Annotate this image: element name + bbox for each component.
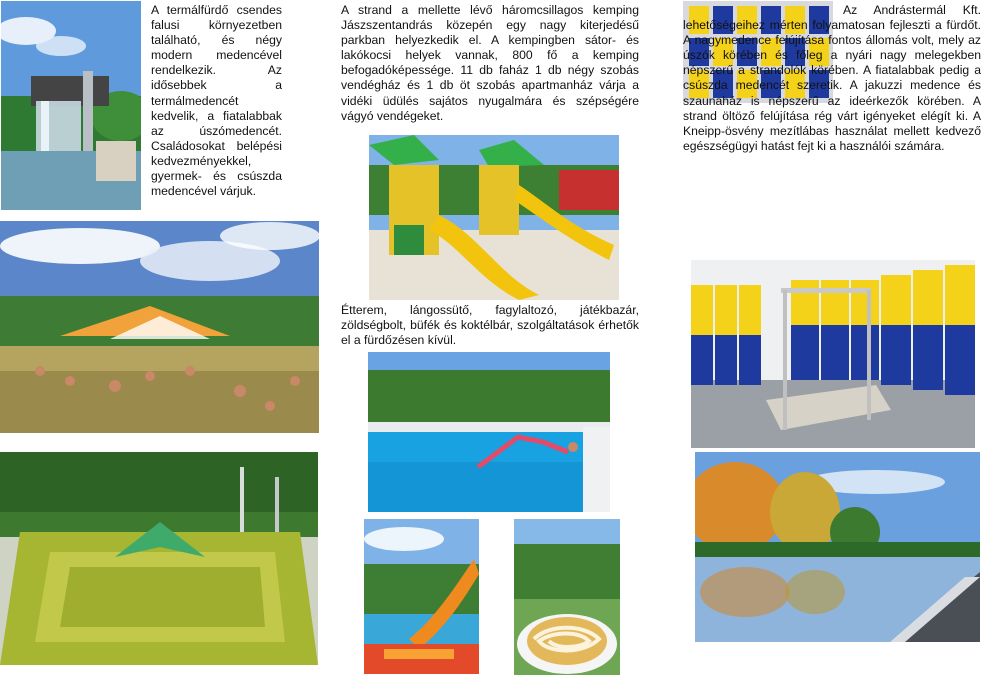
services-paragraph: Étterem, lángossütő, fagylaltozó, játékbazár, zöldségbolt, büfék és koktélbár, szolgáltatások érhetők el a fürdőzésen kívül.	[341, 303, 639, 348]
autumn-pool-photo	[695, 452, 980, 642]
playground-photo	[369, 135, 619, 300]
swimming-pool-photo	[368, 352, 610, 512]
kneipp-pool-photo	[0, 452, 318, 665]
langos-photo	[514, 519, 620, 675]
thermal-pool-photo	[0, 221, 319, 433]
changing-room-photo	[691, 260, 975, 448]
intro-paragraph: A termálfürdő csendes falusi környezetben található, és négy modern medencével rendelkezik. Az idősebbek a termálmedencét kedvelik, a fiatalabbak az úszómedencét. Családosokat belépési kedvezményekkel, gyermek- és csúszda medencével várjuk.	[151, 3, 282, 199]
development-paragraph: Az Andrástermál Kft. lehetőségeihez mérten folyamatosan fejleszti a fürdőt. A nagymedence felújítása fontos állomás volt, mely az úszók körében és főleg a nyári nagy melegekben népszerű a strandolók körében. A fiatalabbak pedig a csúszda medencét szeretik. A jakuzzi medence és szaunaház is népszerű az ideérkezők körében. A strand öltöző felújítása rég várt igényeket elégít ki. A Kneipp-ösvény mezítlábas használat mellett kedvező egészségügyi hatást fejt ki a használói számára.	[683, 3, 981, 153]
fountain-photo	[1, 1, 141, 210]
water-slide-photo	[364, 519, 479, 674]
camping-paragraph: A strand a mellette lévő háromcsillagos kemping Jászszentandrás közepén egy nagy kiterjedésű parkban helyezkedik el. A kempingben sátor- és lakókocsi helyek vannak, 800 fő a kemping befogadóképessége. 11 db faház 1 db négy szobás vendégház és 1 db öt szobás apartmanház várja a vidéki üdülés sajátos nyugalmára és szépségére vágyó vendégeket.	[341, 3, 639, 123]
